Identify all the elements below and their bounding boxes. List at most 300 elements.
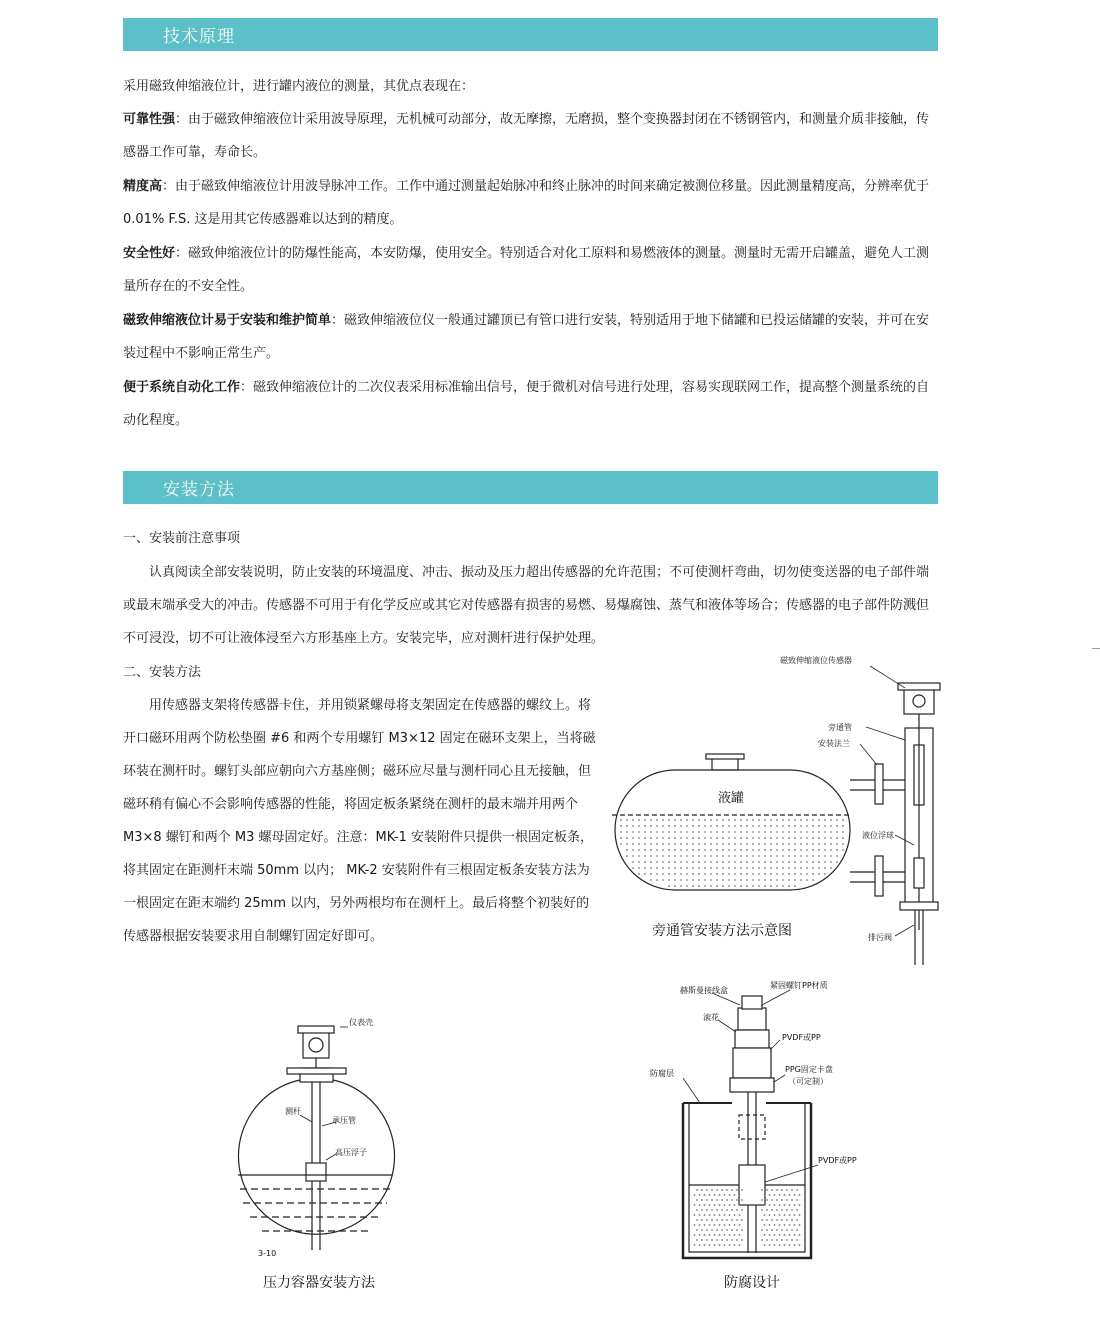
liquid-dot (662, 831, 664, 833)
label-drain: 排污阀 (868, 933, 892, 942)
liquid-dot (680, 837, 682, 839)
liquid-dot (786, 1189, 788, 1191)
liquid-dot (758, 873, 760, 875)
liquid-dot (740, 825, 742, 827)
liquid-dot (761, 1199, 763, 1201)
liquid-dot (764, 825, 766, 827)
item-head: 精度高 (123, 179, 163, 194)
liquid-dot (638, 873, 640, 875)
liquid-dot (721, 1209, 723, 1211)
liquid-dot (776, 837, 778, 839)
liquid-dot (794, 849, 796, 851)
liquid-dot (761, 1189, 763, 1191)
liquid-dot (791, 1219, 793, 1221)
liquid-dot (782, 837, 784, 839)
liquid-dot (776, 1209, 778, 1211)
liquid-dot (711, 1229, 713, 1231)
liquid-dot (788, 861, 790, 863)
liquid-dot (812, 873, 814, 875)
liquid-dot (656, 849, 658, 851)
liquid-dot (788, 819, 790, 821)
liquid-dot (800, 849, 802, 851)
liquid-dot (724, 1244, 726, 1246)
liquid-dot (662, 873, 664, 875)
liquid-dot (638, 867, 640, 869)
liquid-dot (752, 867, 754, 869)
liquid-dot (830, 837, 832, 839)
liquid-dot (740, 861, 742, 863)
liquid-dot (782, 831, 784, 833)
liquid-dot (774, 1194, 776, 1196)
liquid-dot (692, 867, 694, 869)
liquid-dot (770, 825, 772, 827)
liquid-dot (741, 1189, 743, 1191)
liquid-dot (650, 879, 652, 881)
liquid-dot (746, 879, 748, 881)
liquid-dot (668, 819, 670, 821)
liquid-dot (771, 1199, 773, 1201)
item-text: ：由于磁致伸缩液位计采用波导原理，无机械可动部分，故无摩擦，无磨损，整个变换器封闭在不锈钢管内，和测量介质非接触，传感器工作可靠，寿命长。 (123, 112, 930, 160)
liquid-dot (776, 1239, 778, 1241)
liquid-dot (764, 1234, 766, 1236)
liquid-dot (716, 825, 718, 827)
label-tube: 承压管 (332, 1116, 356, 1125)
liquid-dot (758, 843, 760, 845)
liquid-dot (729, 1224, 731, 1226)
liquid-dot (789, 1194, 791, 1196)
liquid-dot (734, 867, 736, 869)
liquid-dot (734, 1224, 736, 1226)
liquid-dot (736, 1229, 738, 1231)
liquid-dot (698, 831, 700, 833)
liquid-dot (781, 1219, 783, 1221)
liquid-dot (620, 825, 622, 827)
liquid-dot (698, 819, 700, 821)
liquid-dot (698, 867, 700, 869)
liquid-dot (740, 885, 742, 887)
liquid-dot (704, 819, 706, 821)
liquid-dot (776, 855, 778, 857)
liquid-dot (692, 885, 694, 887)
liquid-dot (650, 837, 652, 839)
liquid-dot (704, 1194, 706, 1196)
liquid-dot (794, 1234, 796, 1236)
liquid-dot (789, 1214, 791, 1216)
label-pvdf-top: PVDF或PP (782, 1033, 821, 1042)
liquid-dot (644, 831, 646, 833)
liquid-dot (784, 1194, 786, 1196)
liquid-dot (674, 867, 676, 869)
liquid-dot (726, 1229, 728, 1231)
liquid-dot (746, 849, 748, 851)
liquid-dot (709, 1224, 711, 1226)
liquid-dot (686, 879, 688, 881)
liquid-dot (656, 855, 658, 857)
liquid-dot (799, 1244, 801, 1246)
liquid-dot (656, 825, 658, 827)
liquid-dot (692, 873, 694, 875)
liquid-dot (739, 1244, 741, 1246)
liquid-dot (644, 855, 646, 857)
liquid-dot (770, 849, 772, 851)
liquid-dot (776, 1229, 778, 1231)
liquid-dot (729, 1234, 731, 1236)
liquid-dot (699, 1234, 701, 1236)
liquid-dot (686, 843, 688, 845)
liquid-dot (716, 867, 718, 869)
liquid-dot (716, 885, 718, 887)
liquid-dot (686, 867, 688, 869)
liquid-dot (694, 1204, 696, 1206)
liquid-dot (786, 1229, 788, 1231)
liquid-dot (668, 825, 670, 827)
liquid-dot (782, 867, 784, 869)
liquid-dot (686, 861, 688, 863)
liquid-dot (770, 867, 772, 869)
liquid-dot (789, 1204, 791, 1206)
liquid-dot (644, 861, 646, 863)
liquid-dot (746, 843, 748, 845)
liquid-dot (752, 837, 754, 839)
item-head: 可靠性强 (123, 112, 176, 127)
liquid-dot (771, 1239, 773, 1241)
liquid-dot (710, 831, 712, 833)
liquid-dot (794, 1214, 796, 1216)
liquid-dot (734, 825, 736, 827)
liquid-dot (668, 867, 670, 869)
liquid-dot (674, 843, 676, 845)
liquid-dot (764, 1224, 766, 1226)
liquid-dot (791, 1199, 793, 1201)
liquid-dot (812, 861, 814, 863)
install-heading-2: 二、安装方法 (123, 665, 202, 680)
liquid-dot (722, 831, 724, 833)
liquid-dot (650, 825, 652, 827)
liquid-dot (680, 831, 682, 833)
liquid-dot (620, 837, 622, 839)
liquid-dot (794, 825, 796, 827)
liquid-dot (734, 885, 736, 887)
liquid-dot (734, 831, 736, 833)
liquid-dot (746, 819, 748, 821)
liquid-dot (758, 837, 760, 839)
label-sensor: 磁致伸缩液位传感器 (780, 656, 852, 665)
liquid-dot (728, 873, 730, 875)
liquid-dot (706, 1229, 708, 1231)
label-flange: 安装法兰 (818, 739, 850, 748)
liquid-dot (812, 837, 814, 839)
liquid-dot (800, 867, 802, 869)
liquid-dot (800, 831, 802, 833)
liquid-dot (752, 831, 754, 833)
liquid-dot (758, 825, 760, 827)
caption-bypass: 旁通管安装方法示意图 (652, 923, 792, 939)
liquid-dot (656, 879, 658, 881)
liquid-dot (766, 1239, 768, 1241)
liquid-dot (736, 1219, 738, 1221)
liquid-dot (764, 843, 766, 845)
liquid-dot (686, 831, 688, 833)
liquid-dot (776, 867, 778, 869)
liquid-dot (758, 879, 760, 881)
liquid-dot (764, 879, 766, 881)
liquid-dot (726, 1219, 728, 1221)
liquid-dot (650, 861, 652, 863)
liquid-dot (836, 843, 838, 845)
liquid-dot (704, 825, 706, 827)
liquid-dot (686, 873, 688, 875)
liquid-dot (794, 837, 796, 839)
principle-intro: 采用磁致伸缩液位计，进行罐内液位的测量，其优点表现在： (123, 79, 475, 94)
liquid-dot (650, 873, 652, 875)
liquid-dot (704, 849, 706, 851)
liquid-dot (704, 867, 706, 869)
liquid-dot (711, 1209, 713, 1211)
liquid-dot (662, 819, 664, 821)
liquid-dot (716, 819, 718, 821)
liquid-dot (731, 1199, 733, 1201)
liquid-dot (632, 837, 634, 839)
liquid-dot (728, 885, 730, 887)
liquid-dot (686, 849, 688, 851)
liquid-dot (699, 1224, 701, 1226)
liquid-dot (692, 855, 694, 857)
liquid-dot (741, 1239, 743, 1241)
liquid-dot (812, 819, 814, 821)
liquid-dot (788, 843, 790, 845)
liquid-dot (830, 849, 832, 851)
liquid-dot (701, 1209, 703, 1211)
liquid-dot (796, 1189, 798, 1191)
liquid-dot (716, 843, 718, 845)
liquid-dot (650, 819, 652, 821)
liquid-dot (824, 819, 826, 821)
liquid-dot (842, 819, 844, 821)
liquid-dot (734, 1204, 736, 1206)
liquid-dot (758, 855, 760, 857)
item-head: 磁致伸缩液位计易于安装和维护简单 (123, 313, 332, 328)
liquid-dot (779, 1224, 781, 1226)
liquid-dot (716, 1229, 718, 1231)
liquid-dot (701, 1189, 703, 1191)
liquid-dot (709, 1234, 711, 1236)
liquid-dot (632, 867, 634, 869)
liquid-dot (788, 825, 790, 827)
liquid-dot (774, 1224, 776, 1226)
liquid-dot (638, 819, 640, 821)
liquid-dot (662, 861, 664, 863)
liquid-dot (734, 873, 736, 875)
liquid-dot (786, 1199, 788, 1201)
liquid-dot (680, 825, 682, 827)
liquid-dot (836, 837, 838, 839)
liquid-dot (650, 855, 652, 857)
liquid-dot (722, 855, 724, 857)
liquid-dot (800, 843, 802, 845)
liquid-dot (674, 855, 676, 857)
liquid-dot (836, 861, 838, 863)
liquid-dot (626, 849, 628, 851)
liquid-dot (836, 825, 838, 827)
liquid-dot (776, 1199, 778, 1201)
liquid-dot (638, 855, 640, 857)
liquid-dot (794, 1244, 796, 1246)
liquid-dot (789, 1244, 791, 1246)
liquid-dot (746, 885, 748, 887)
liquid-dot (739, 1194, 741, 1196)
liquid-dot (764, 861, 766, 863)
liquid-dot (740, 873, 742, 875)
liquid-dot (774, 1244, 776, 1246)
liquid-dot (724, 1234, 726, 1236)
liquid-dot (746, 855, 748, 857)
caption-pressure: 压力容器安装方法 (263, 1275, 375, 1291)
liquid-dot (818, 849, 820, 851)
liquid-dot (722, 885, 724, 887)
liquid-dot (728, 843, 730, 845)
liquid-dot (764, 837, 766, 839)
liquid-dot (650, 831, 652, 833)
liquid-dot (794, 831, 796, 833)
liquid-dot (716, 1219, 718, 1221)
liquid-dot (758, 831, 760, 833)
liquid-dot (644, 849, 646, 851)
liquid-dot (769, 1204, 771, 1206)
liquid-dot (662, 825, 664, 827)
liquid-dot (686, 819, 688, 821)
liquid-dot (731, 1239, 733, 1241)
liquid-dot (739, 1204, 741, 1206)
liquid-dot (680, 855, 682, 857)
liquid-dot (764, 1214, 766, 1216)
liquid-dot (632, 831, 634, 833)
liquid-dot (729, 1204, 731, 1206)
liquid-dot (722, 861, 724, 863)
liquid-dot (794, 861, 796, 863)
liquid-dot (824, 825, 826, 827)
label-clamp-note: （可定制） (788, 1077, 828, 1086)
liquid-dot (704, 1204, 706, 1206)
liquid-dot (740, 849, 742, 851)
liquid-dot (784, 1204, 786, 1206)
liquid-dot (706, 1239, 708, 1241)
liquid-dot (824, 873, 826, 875)
liquid-dot (696, 1219, 698, 1221)
liquid-dot (706, 1219, 708, 1221)
liquid-dot (752, 885, 754, 887)
liquid-dot (719, 1204, 721, 1206)
liquid-dot (770, 819, 772, 821)
liquid-dot (710, 855, 712, 857)
liquid-dot (722, 825, 724, 827)
liquid-dot (776, 1219, 778, 1221)
liquid-dot (656, 867, 658, 869)
liquid-dot (696, 1239, 698, 1241)
liquid-dot (776, 885, 778, 887)
liquid-dot (769, 1244, 771, 1246)
liquid-dot (674, 819, 676, 821)
liquid-dot (711, 1239, 713, 1241)
liquid-dot (656, 831, 658, 833)
liquid-dot (806, 825, 808, 827)
liquid-dot (668, 861, 670, 863)
liquid-dot (662, 843, 664, 845)
liquid-dot (830, 825, 832, 827)
liquid-dot (761, 1239, 763, 1241)
liquid-dot (721, 1239, 723, 1241)
liquid-dot (770, 885, 772, 887)
liquid-dot (729, 1194, 731, 1196)
liquid-dot (796, 1209, 798, 1211)
liquid-dot (794, 1194, 796, 1196)
liquid-dot (644, 843, 646, 845)
liquid-dot (729, 1244, 731, 1246)
liquid-dot (818, 831, 820, 833)
liquid-dot (698, 843, 700, 845)
liquid-dot (686, 885, 688, 887)
liquid-dot (726, 1189, 728, 1191)
item-text: ：磁致伸缩液位计的二次仪表采用标准输出信号，便于微机对信号进行处理，容易实现联网工作，提高整个测量系统的自动化程度。 (123, 380, 930, 428)
liquid-dot (728, 849, 730, 851)
liquid-dot (644, 837, 646, 839)
liquid-dot (714, 1234, 716, 1236)
label-bypass: 旁通管 (828, 723, 852, 732)
liquid-dot (692, 825, 694, 827)
liquid-dot (758, 819, 760, 821)
install-paragraph-1: 认真阅读全部安装说明，防止安装的环境温度、冲击、振动及压力超出传感器的允许范围；不可使测杆弯曲，切勿使变送器的电子部件端或最末端承受大的冲击。传感器不可用于有化学反应或其它对传感器有损害的易燃、易爆腐蚀、蒸气和液体等场合；传感器的电子部件防溅但不可浸没，切不可让液体浸至六方形基座上方。安装完毕，应对测杆进行保护处理。 (123, 565, 930, 646)
liquid-dot (736, 1239, 738, 1241)
liquid-dot (714, 1214, 716, 1216)
liquid-dot (704, 885, 706, 887)
liquid-dot (758, 849, 760, 851)
liquid-dot (686, 855, 688, 857)
liquid-dot (842, 849, 844, 851)
liquid-dot (824, 849, 826, 851)
liquid-dot (620, 831, 622, 833)
liquid-dot (782, 879, 784, 881)
liquid-dot (626, 825, 628, 827)
liquid-dot (830, 855, 832, 857)
liquid-dot (728, 879, 730, 881)
corrosion-diagram (683, 990, 818, 1258)
liquid-dot (736, 1189, 738, 1191)
liquid-dot (781, 1239, 783, 1241)
liquid-dot (716, 837, 718, 839)
liquid-dot (776, 831, 778, 833)
liquid-dot (806, 861, 808, 863)
liquid-dot (788, 849, 790, 851)
liquid-dot (724, 1214, 726, 1216)
liquid-dot (626, 819, 628, 821)
liquid-dot (722, 879, 724, 881)
liquid-dot (638, 843, 640, 845)
liquid-dot (674, 861, 676, 863)
liquid-dot (794, 1224, 796, 1226)
liquid-dot (769, 1234, 771, 1236)
liquid-dot (731, 1219, 733, 1221)
liquid-dot (710, 873, 712, 875)
liquid-dot (752, 873, 754, 875)
liquid-dot (779, 1214, 781, 1216)
liquid-dot (709, 1244, 711, 1246)
liquid-dot (722, 819, 724, 821)
liquid-dot (632, 825, 634, 827)
liquid-dot (806, 819, 808, 821)
liquid-dot (710, 879, 712, 881)
liquid-dot (800, 861, 802, 863)
liquid-dot (764, 1194, 766, 1196)
liquid-dot (716, 879, 718, 881)
